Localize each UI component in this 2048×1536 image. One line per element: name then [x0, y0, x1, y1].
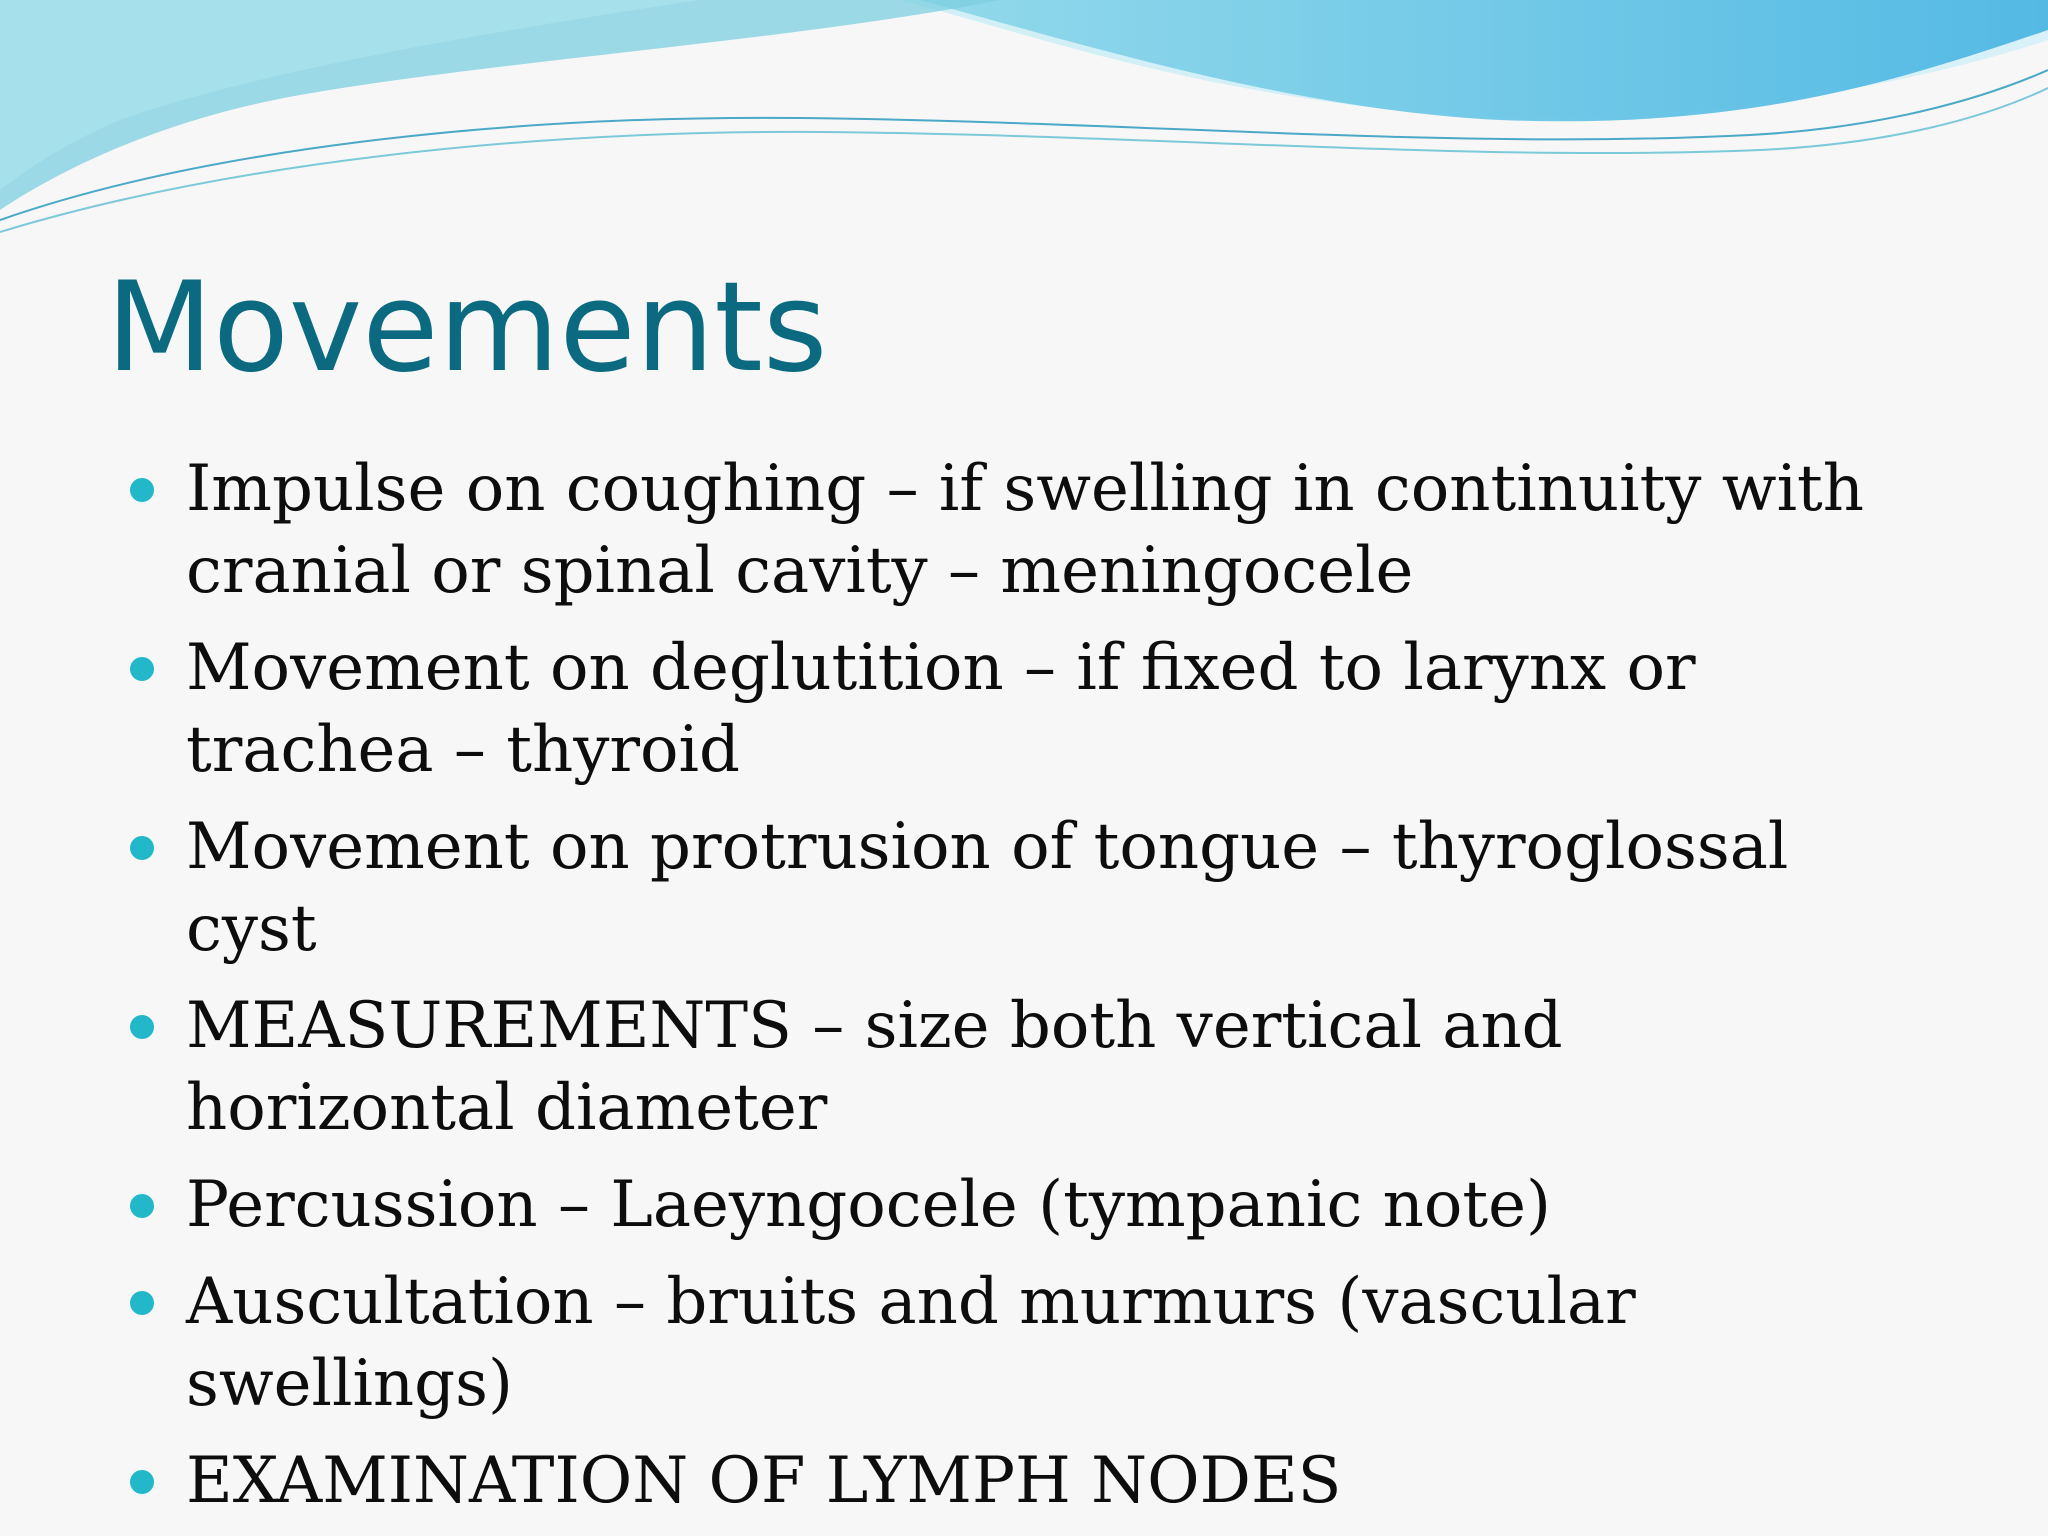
header-wave-decoration	[0, 0, 2048, 240]
bullet-icon	[130, 478, 154, 502]
bullet-text: EXAMINATION OF LYMPH NODES	[186, 1444, 1342, 1518]
bullet-text: MEASUREMENTS – size both vertical and horizontal diameter	[186, 989, 1563, 1145]
bullet-item-auscultation	[0, 1261, 2048, 1425]
bullet-icon	[130, 1291, 154, 1315]
bullet-item-percussion	[0, 1164, 2048, 1246]
bullet-icon	[130, 1194, 154, 1218]
bullet-icon	[130, 1015, 154, 1039]
bullet-text: Movement on deglutition – if fixed to larynx or trachea – thyroid	[186, 631, 1696, 787]
bullet-item-impulse-on-coughing	[0, 448, 2048, 612]
bullet-item-movement-on-protrusion	[0, 806, 2048, 970]
bullet-item-lymph-nodes	[0, 1440, 2048, 1522]
bullet-text: Percussion – Laeyngocele (tympanic note)	[186, 1168, 1551, 1242]
bullet-icon	[130, 657, 154, 681]
bullet-list	[0, 448, 2048, 1536]
bullet-text: Impulse on coughing – if swelling in continuity with cranial or spinal cavity – meningocele	[186, 452, 1864, 608]
bullet-icon	[130, 836, 154, 860]
bullet-text: Auscultation – bruits and murmurs (vascular swellings)	[186, 1265, 1636, 1421]
bullet-text: Movement on protrusion of tongue – thyroglossal cyst	[186, 810, 1789, 966]
slide-title: Movements	[106, 256, 828, 400]
bullet-icon	[130, 1470, 154, 1494]
bullet-item-movement-on-deglutition	[0, 627, 2048, 791]
bullet-item-measurements	[0, 985, 2048, 1149]
